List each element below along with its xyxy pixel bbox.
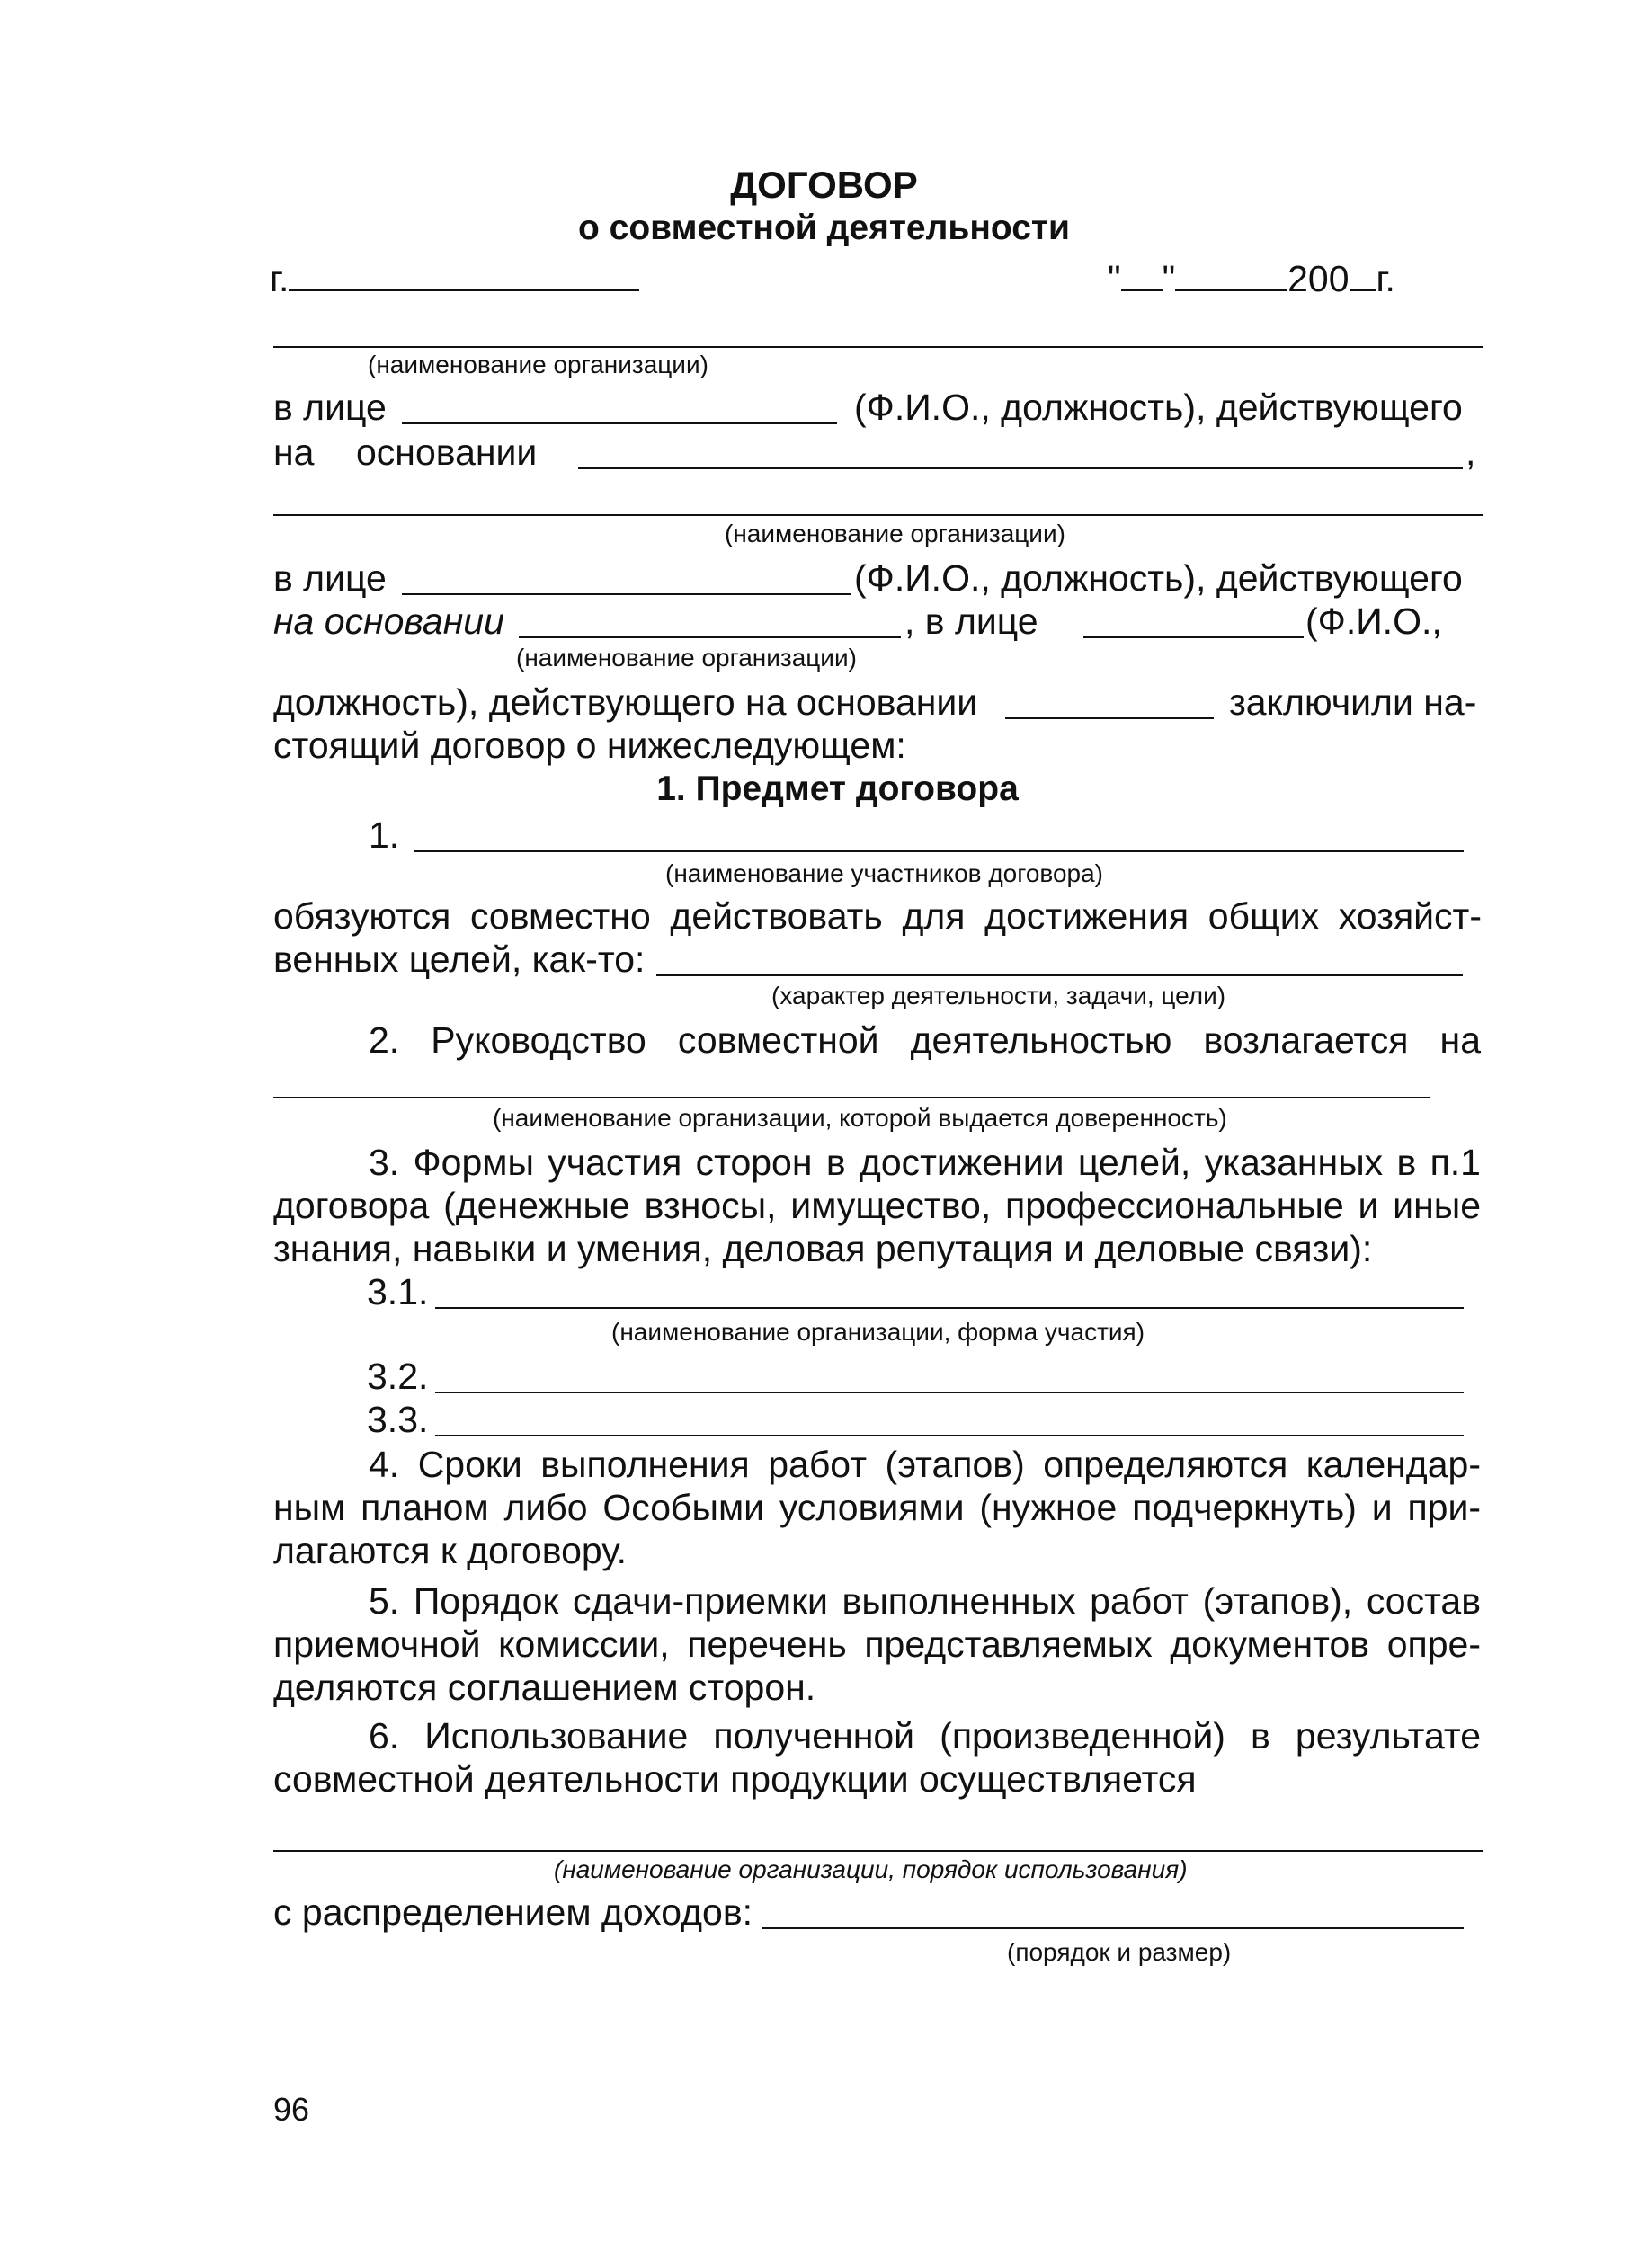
item4-a <box>369 1444 1481 1486</box>
date-close-quote: " <box>1162 257 1176 299</box>
item5-b-content: приемочной комиссии, перечень представляемых документов опре- <box>273 1623 1481 1665</box>
item1-text-a <box>273 895 1482 938</box>
party2-line-a-start: должность), действующего на основании <box>273 681 978 723</box>
item5-a-content: 5. Порядок сдачи-приемки выполненных работ (этапов), состав <box>369 1580 1481 1622</box>
item1-text-b: венных целей, как-то: <box>273 938 646 980</box>
item6-caption2: (порядок и размер) <box>1007 1938 1232 1966</box>
item1-caption: (наименование участников договора) <box>665 859 1104 887</box>
party2-fio-text: (Ф.И.О., должность), действующего <box>854 557 1463 599</box>
item1-caption2: (характер деятельности, задачи, цели) <box>771 982 1226 1009</box>
party2-basis-blank <box>519 636 901 638</box>
item32-blank <box>435 1392 1464 1393</box>
party1-org-caption: (наименование организации) <box>368 351 708 378</box>
party2-org-caption-below: (наименование организации) <box>516 644 857 672</box>
item32-label: 3.2. <box>367 1356 429 1397</box>
item4-b-content: ным планом либо Особыми условиями (нужное подчеркнуть) и при- <box>273 1487 1481 1528</box>
party2-org-line <box>273 514 1483 516</box>
item1-label: 1. <box>369 814 400 856</box>
page-number: 96 <box>273 2091 310 2128</box>
party1-fio-blank <box>402 422 837 424</box>
document-title: ДОГОВОР <box>730 164 918 206</box>
item6-a <box>369 1715 1481 1757</box>
item4-b <box>273 1487 1481 1529</box>
item31-label: 3.1. <box>367 1271 429 1312</box>
party1-basis-b: основании <box>356 431 538 473</box>
document-subtitle: о совместной деятельности <box>577 209 1070 247</box>
year-blank <box>1350 254 1376 291</box>
item6-org-blank <box>273 1850 1483 1852</box>
party1-basis-a: на <box>273 431 315 473</box>
item6-a-content: 6. Использование полученной (произведенной) в результате <box>369 1715 1481 1757</box>
party2-fio2-blank <box>1083 636 1304 638</box>
date-open-quote: " <box>1108 257 1121 299</box>
party2-line-b: стоящий договор о нижеследующем: <box>273 725 906 766</box>
item33-label: 3.3. <box>367 1399 429 1440</box>
party2-line-a-end: заключили на- <box>1229 681 1477 723</box>
item1-text-a-content: обязуются совместно действовать для достижения общих хозяйст- <box>273 895 1482 937</box>
party1-fio-text: (Ф.И.О., должность), действующего <box>854 387 1463 428</box>
party2-basis: на основании <box>273 600 504 642</box>
item2-text <box>369 1019 1481 1062</box>
party1-basis-blank <box>578 467 1463 469</box>
party1-comma: , <box>1465 431 1476 473</box>
year-prefix: 200 <box>1287 257 1350 299</box>
item33-blank <box>435 1435 1464 1436</box>
party1-in-person: в лице <box>273 387 387 428</box>
item2-caption: (наименование организации, которой выдается доверенность) <box>493 1104 1227 1132</box>
item5-a <box>369 1580 1481 1623</box>
year-suffix: г. <box>1376 257 1395 299</box>
item3-text-b <box>273 1185 1481 1227</box>
item2-text-content: 2. Руководство совместной деятельностью возлагается на <box>369 1019 1481 1061</box>
party2-basis2-blank <box>1005 717 1214 719</box>
item31-blank <box>435 1307 1464 1309</box>
day-blank <box>1121 254 1163 291</box>
item6-caption: (наименование организации, порядок использования) <box>554 1855 1188 1883</box>
item5-c: деляются соглашением сторон. <box>273 1667 816 1708</box>
date-field <box>1108 254 1395 300</box>
party2-fio-blank <box>402 593 851 595</box>
month-blank <box>1175 254 1287 291</box>
item1-participants-blank <box>414 850 1464 852</box>
item6-income: с распределением доходов: <box>273 1891 753 1933</box>
city-field <box>270 254 639 300</box>
party2-in-person2: , в лице <box>904 600 1038 642</box>
party2-fio-short: (Ф.И.О., <box>1305 600 1442 642</box>
item6-income-blank <box>762 1927 1464 1929</box>
party2-in-person: в лице <box>273 557 387 599</box>
item4-c: лагаются к договору. <box>273 1530 628 1571</box>
item3-text-a-content: 3. Формы участия сторон в достижении целей, указанных в п.1 <box>369 1142 1481 1183</box>
city-prefix: г. <box>270 257 290 299</box>
section1-heading: 1. Предмет договора <box>656 769 1019 808</box>
item3-text-a <box>369 1142 1481 1184</box>
city-blank <box>289 254 639 291</box>
party1-org-line <box>273 346 1483 348</box>
item31-caption: (наименование организации, форма участия) <box>611 1318 1145 1346</box>
item4-a-content: 4. Сроки выполнения работ (этапов) определяются календар- <box>369 1444 1481 1485</box>
party2-org-caption: (наименование организации) <box>725 520 1065 547</box>
item1-activity-blank <box>656 974 1463 976</box>
item5-b <box>273 1623 1481 1666</box>
item3-text-b-content: договора (денежные взносы, имущество, профессиональные и иные <box>273 1185 1481 1226</box>
item6-b: совместной деятельности продукции осуществляется <box>273 1758 1197 1800</box>
item3-text-c: знания, навыки и умения, деловая репутация и деловые связи): <box>273 1228 1373 1269</box>
item2-org-blank <box>273 1097 1430 1098</box>
